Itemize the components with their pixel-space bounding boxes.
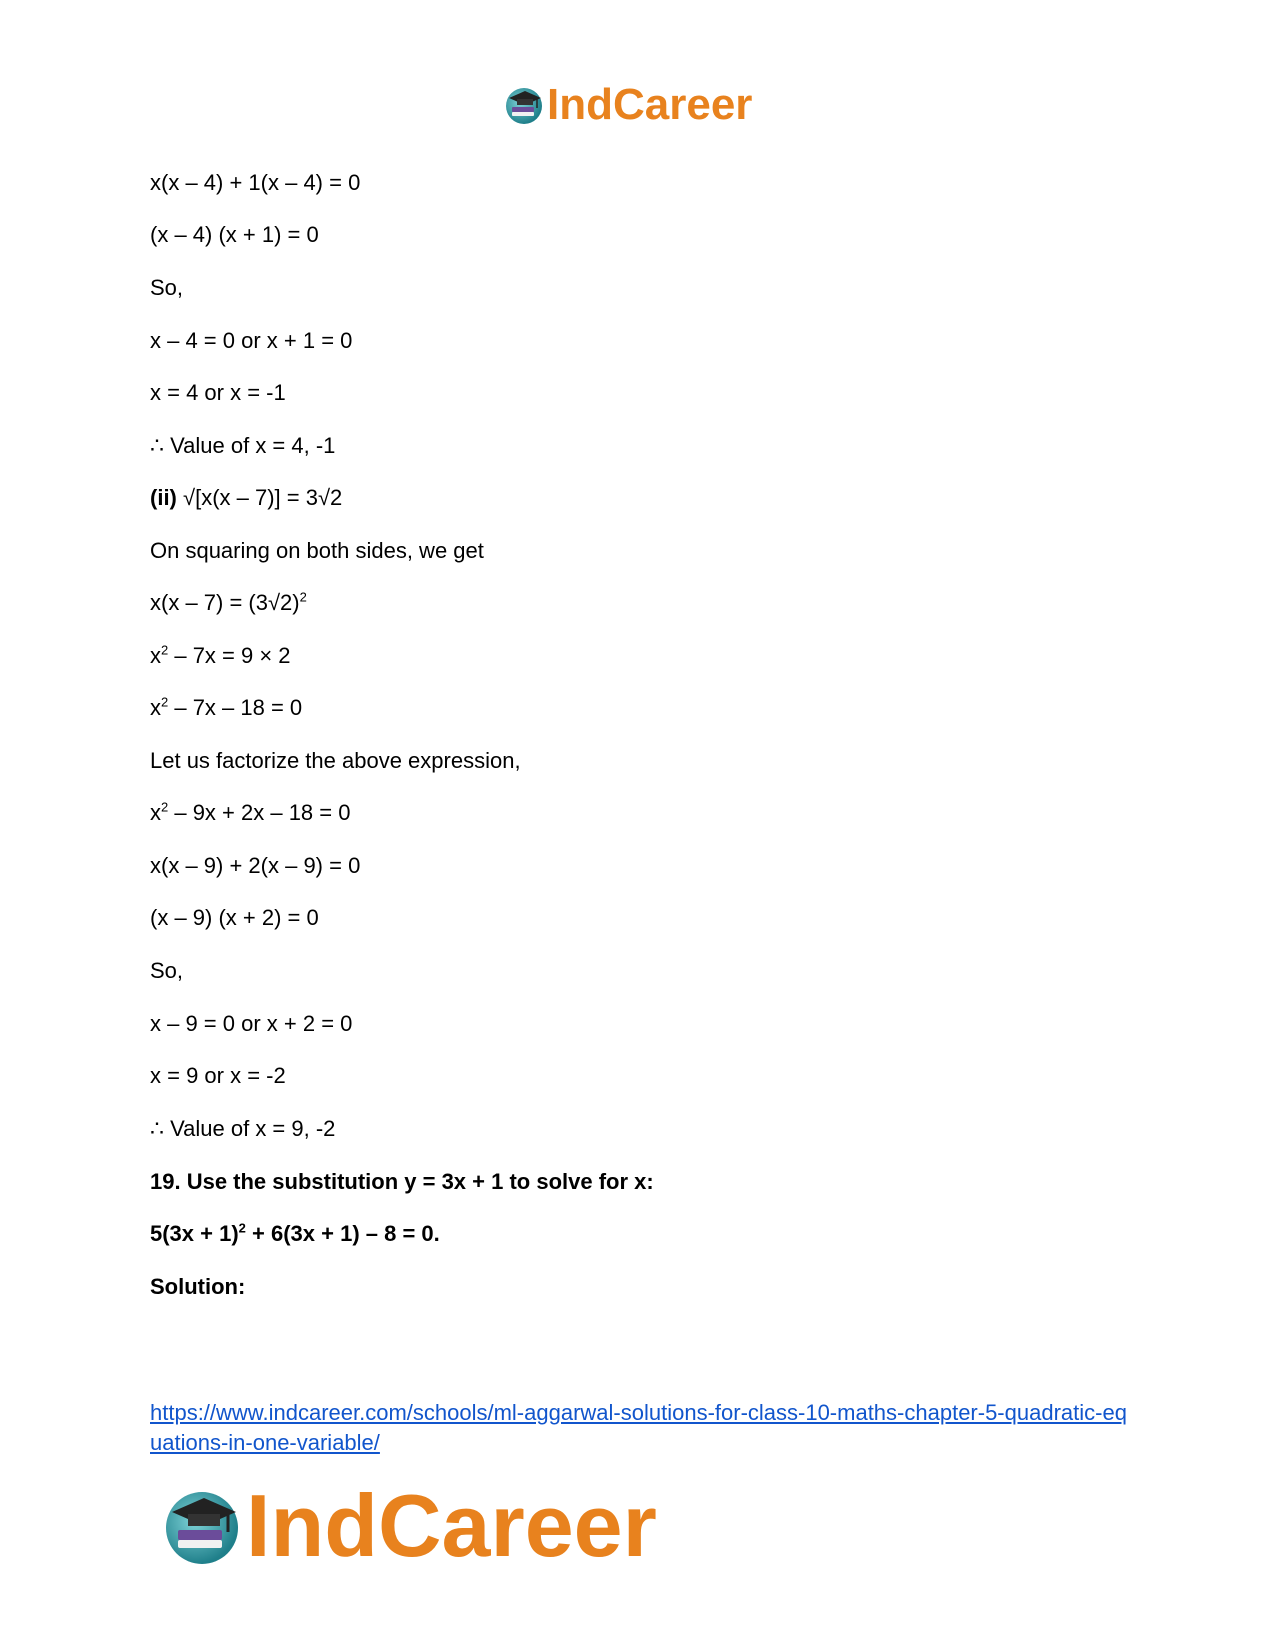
graduation-cap-globe-icon <box>503 84 545 126</box>
sub-question-text: √[x(x – 7)] = 3√2 <box>176 485 343 510</box>
equation-line: (x – 9) (x + 2) = 0 <box>150 905 319 930</box>
sub-question-line <box>150 485 342 511</box>
source-link[interactable]: https://www.indcareer.com/schools/ml-aggarwal-solutions-for-class-10-maths-chapter-5-quadratic-equations-in-one-variable/ <box>150 1400 1127 1455</box>
text-line: Let us factorize the above expression, <box>150 748 521 773</box>
question-heading: 19. Use the substitution y = 3x + 1 to solve for x: <box>150 1169 654 1194</box>
sub-question-label: (ii) <box>150 485 177 510</box>
equation-base: 5(3x + 1) <box>150 1221 239 1246</box>
equation-rest: – 7x – 18 = 0 <box>168 695 303 720</box>
graduation-cap-globe-icon <box>160 1484 244 1568</box>
footer-logo <box>160 1475 657 1577</box>
equation-rest: – 9x + 2x – 18 = 0 <box>168 800 351 825</box>
header-logo <box>503 80 752 130</box>
equation-line: x(x – 4) + 1(x – 4) = 0 <box>150 170 361 195</box>
equation-line: x – 9 = 0 or x + 2 = 0 <box>150 1011 353 1036</box>
equation-line: x = 4 or x = -1 <box>150 380 286 405</box>
result-line: ∴ Value of x = 9, -2 <box>150 1116 336 1141</box>
exponent: 2 <box>161 694 169 710</box>
text-line: So, <box>150 958 184 983</box>
equation-line <box>150 643 291 669</box>
solution-label: Solution: <box>150 1274 246 1299</box>
text-line: So, <box>150 275 184 300</box>
equation-line <box>150 590 307 616</box>
equation-rest: – 7x = 9 × 2 <box>168 643 291 668</box>
equation-line: x(x – 9) + 2(x – 9) = 0 <box>150 853 361 878</box>
equation-rest: + 6(3x + 1) – 8 = 0. <box>245 1221 440 1246</box>
logo-text: IndCareer <box>246 1476 657 1575</box>
equation-line: x – 4 = 0 or x + 1 = 0 <box>150 328 353 353</box>
equation-base: x(x – 7) = (3√2) <box>150 590 300 615</box>
equation-line: (x – 4) (x + 1) = 0 <box>150 222 319 247</box>
equation-base: x <box>150 695 161 720</box>
result-line: ∴ Value of x = 4, -1 <box>150 433 336 458</box>
text-line: On squaring on both sides, we get <box>150 538 484 563</box>
exponent: 2 <box>161 799 169 815</box>
equation-line <box>150 695 302 721</box>
equation-line <box>150 800 350 826</box>
equation-base: x <box>150 800 161 825</box>
exponent: 2 <box>238 1220 246 1236</box>
exponent: 2 <box>299 589 307 605</box>
question-equation <box>150 1221 440 1247</box>
equation-line: x = 9 or x = -2 <box>150 1063 286 1088</box>
equation-base: x <box>150 643 161 668</box>
logo-text: IndCareer <box>547 80 753 129</box>
exponent: 2 <box>161 642 169 658</box>
